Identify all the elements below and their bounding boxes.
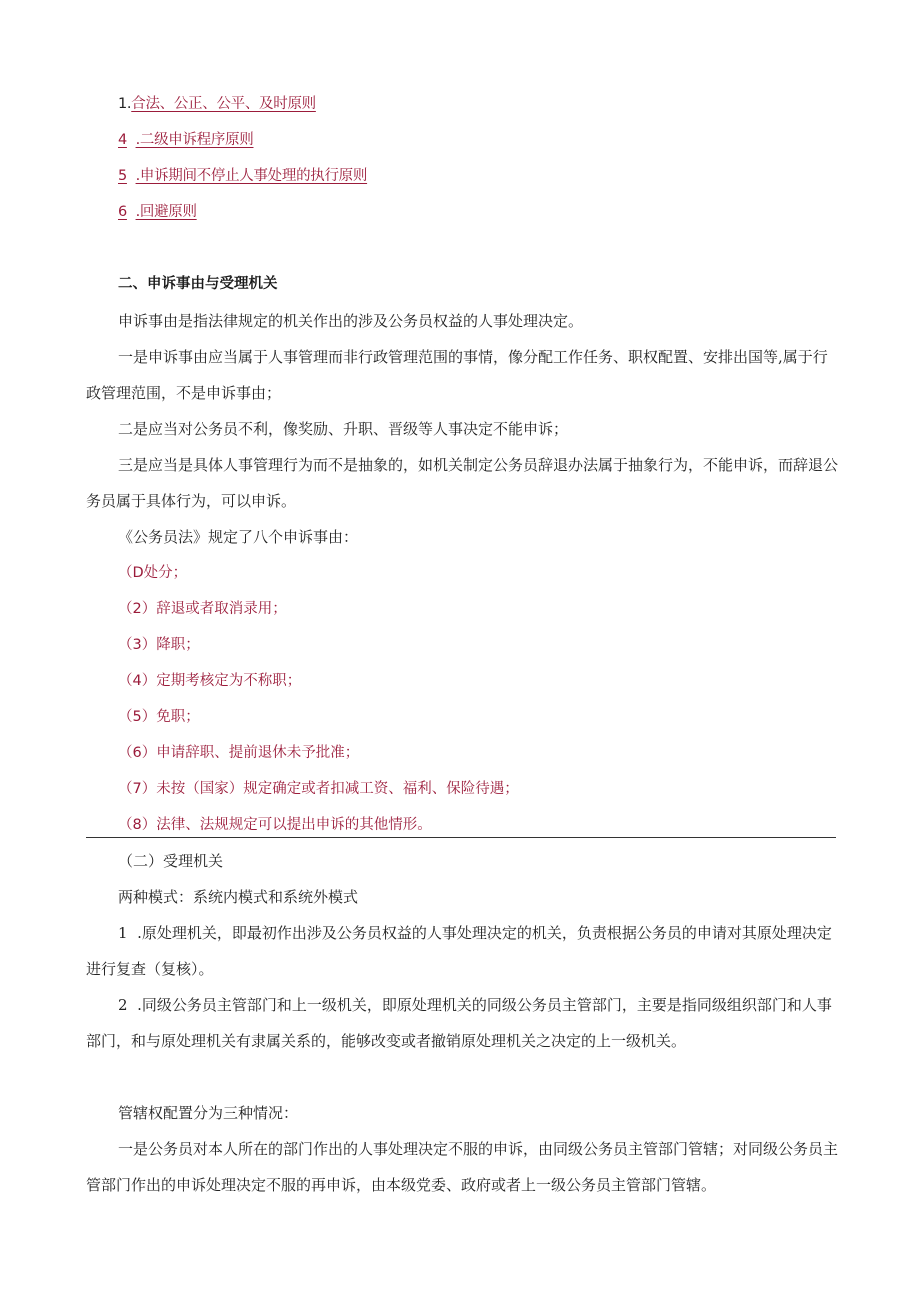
section-heading: 二、申诉事由与受理机关 (118, 276, 278, 292)
reason-item: （D处分； (118, 565, 188, 581)
paragraph-number: 2 (118, 996, 128, 1014)
principle-item-4[interactable] (118, 130, 253, 150)
numbered-paragraph-1 (86, 915, 838, 987)
subsection-heading: （二）受理机关 (118, 852, 224, 870)
reason-item: （7）未按（国家）规定确定或者扣减工资、福利、保险待遇； (118, 781, 519, 797)
paragraph: 管辖权配置分为三种情况： (118, 1104, 299, 1122)
principle-number: 1. (118, 96, 132, 112)
reason-item: （2）辞退或者取消录用； (118, 601, 287, 617)
principle-item-6[interactable] (118, 202, 197, 222)
principle-link[interactable]: .申诉期间不停止人事处理的执行原则 (135, 168, 368, 184)
paragraph: 一是申诉事由应当属于人事管理而非行政管理范围的事情，像分配工作任务、职权配置、安排出国等,属于行政管理范围，不是申诉事由； (86, 348, 828, 402)
principle-item-5[interactable] (118, 166, 367, 186)
paragraph: 《公务员法》规定了八个申诉事由： (118, 528, 359, 546)
principle-link[interactable]: .二级申诉程序原则 (135, 132, 254, 148)
reason-item: （3）降职； (118, 637, 200, 653)
paragraph-number: 1 (118, 924, 128, 942)
reason-item: （8）法律、法规规定可以提出申诉的其他情形。 (118, 817, 432, 833)
paragraph: 申诉事由是指法律规定的机关作出的涉及公务员权益的人事处理决定。 (118, 312, 584, 330)
principle-number: 6 (118, 204, 127, 220)
principle-item-1[interactable] (118, 94, 316, 114)
divider (86, 837, 836, 838)
reason-item: （5）免职； (118, 709, 200, 725)
paragraph: 三是应当是具体人事管理行为而不是抽象的，如机关制定公务员辞退办法属于抽象行为，不能申诉，而辞退公务员属于具体行为，可以申诉。 (86, 456, 839, 510)
reason-item: （6）申请辞职、提前退休未予批准； (118, 745, 360, 761)
principle-number: 4 (118, 132, 127, 148)
principle-number: 5 (118, 168, 127, 184)
numbered-paragraph-2 (86, 987, 838, 1059)
paragraph-text: .原处理机关，即最初作出涉及公务员权益的人事处理决定的机关，负责根据公务员的申请对其原处理决定进行复查（复核）。 (86, 924, 832, 978)
paragraph-text: .同级公务员主管部门和上一级机关，即原处理机关的同级公务员主管部门，主要是指同级组织部门和人事部门，和与原处理机关有隶属关系的，能够改变或者撤销原处理机关之决定的上一级机关。 (86, 996, 832, 1050)
paragraph: 一是公务员对本人所在的部门作出的人事处理决定不服的申诉，由同级公务员主管部门管辖；对同级公务员主管部门作出的申诉处理决定不服的再申诉，由本级党委、政府或者上一级公务员主管部门管辖。 (86, 1140, 839, 1194)
principle-link[interactable]: 合法、公正、公平、及时原则 (131, 96, 316, 112)
paragraph: 二是应当对公务员不利，像奖励、升职、晋级等人事决定不能申诉； (118, 420, 569, 438)
reason-item: （4）定期考核定为不称职； (118, 673, 302, 689)
principle-link[interactable]: .回避原则 (135, 204, 197, 220)
paragraph: 两种模式：系统内模式和系统外模式 (118, 888, 359, 906)
